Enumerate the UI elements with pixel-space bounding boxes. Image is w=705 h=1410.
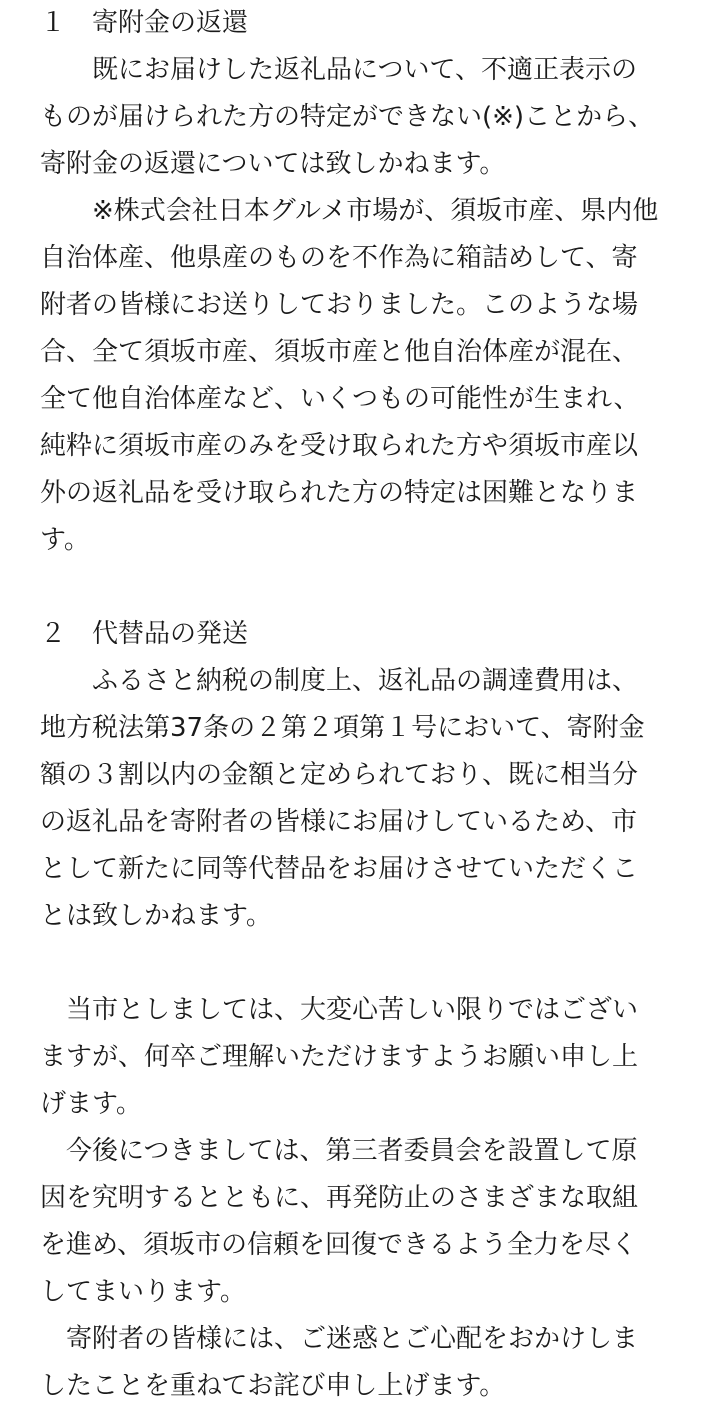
paragraph-line: ふるさと納税の制度上、返礼品の調達費用は、 [40, 666, 639, 696]
paragraph-line: 既にお届けした返礼品について、不適正表示の [40, 55, 637, 85]
closing-line: してまいります。 [40, 1277, 246, 1307]
closing-line: 当市としましては、大変心苦しい限りではござい [40, 995, 639, 1025]
section-2-heading: ２ 代替品の発送 [40, 619, 249, 649]
closing-line: を進め、須坂市の信頼を回復できるよう全力を尽く [40, 1230, 637, 1260]
section-1-heading: １ 寄附金の返還 [40, 8, 249, 38]
paragraph-line: とは致しかねます。 [40, 901, 272, 931]
section-spacer [40, 564, 680, 611]
footnote-line: 純粋に須坂市産のみを受け取られた方や須坂市産以 [40, 431, 639, 461]
closing-line: 寄附者の皆様には、ご迷惑とご心配をおかけしま [40, 1324, 639, 1354]
closing-line: 今後につきましては、第三者委員会を設置して原 [40, 1136, 638, 1166]
closing-line: げます。 [40, 1089, 142, 1119]
footnote-line: 自治体産、他県産のものを不作為に箱詰めして、寄 [40, 243, 638, 273]
paragraph-line: 地方税法第37条の２第２項第１号において、寄附金 [40, 713, 645, 743]
footnote-line: す。 [40, 525, 90, 555]
paragraph-line: の返礼品を寄附者の皆様にお届けしているため、市 [40, 807, 637, 837]
paragraph-line: 寄附金の返還については致しかねます。 [40, 149, 506, 179]
closing-line: 因を究明するとともに、再発防止のさまざまな取組 [40, 1183, 639, 1213]
closing-line: ますが、何卒ご理解いただけますようお願い申し上 [40, 1042, 639, 1072]
paragraph-line: 額の３割以内の金額と定められており、既に相当分 [40, 760, 639, 790]
section-spacer [40, 940, 680, 987]
footnote-line: 全て他自治体産など、いくつもの可能性が生まれ、 [40, 384, 640, 414]
footnote-line: 合、全て須坂市産、須坂市産と他自治体産が混在、 [40, 337, 639, 367]
paragraph-line: ものが届けられた方の特定ができない(※)ことから、 [40, 102, 655, 132]
closing-line: したことを重ねてお詫び申し上げます。 [40, 1371, 506, 1401]
footnote-line: 外の返礼品を受け取られた方の特定は困難となりま [40, 478, 639, 508]
footnote-line: 附者の皆様にお送りしておりました。このような場 [40, 290, 639, 320]
paragraph-line: として新たに同等代替品をお届けさせていただくこ [40, 854, 639, 884]
footnote-line: ※株式会社日本グルメ市場が、須坂市産、県内他 [40, 196, 659, 226]
